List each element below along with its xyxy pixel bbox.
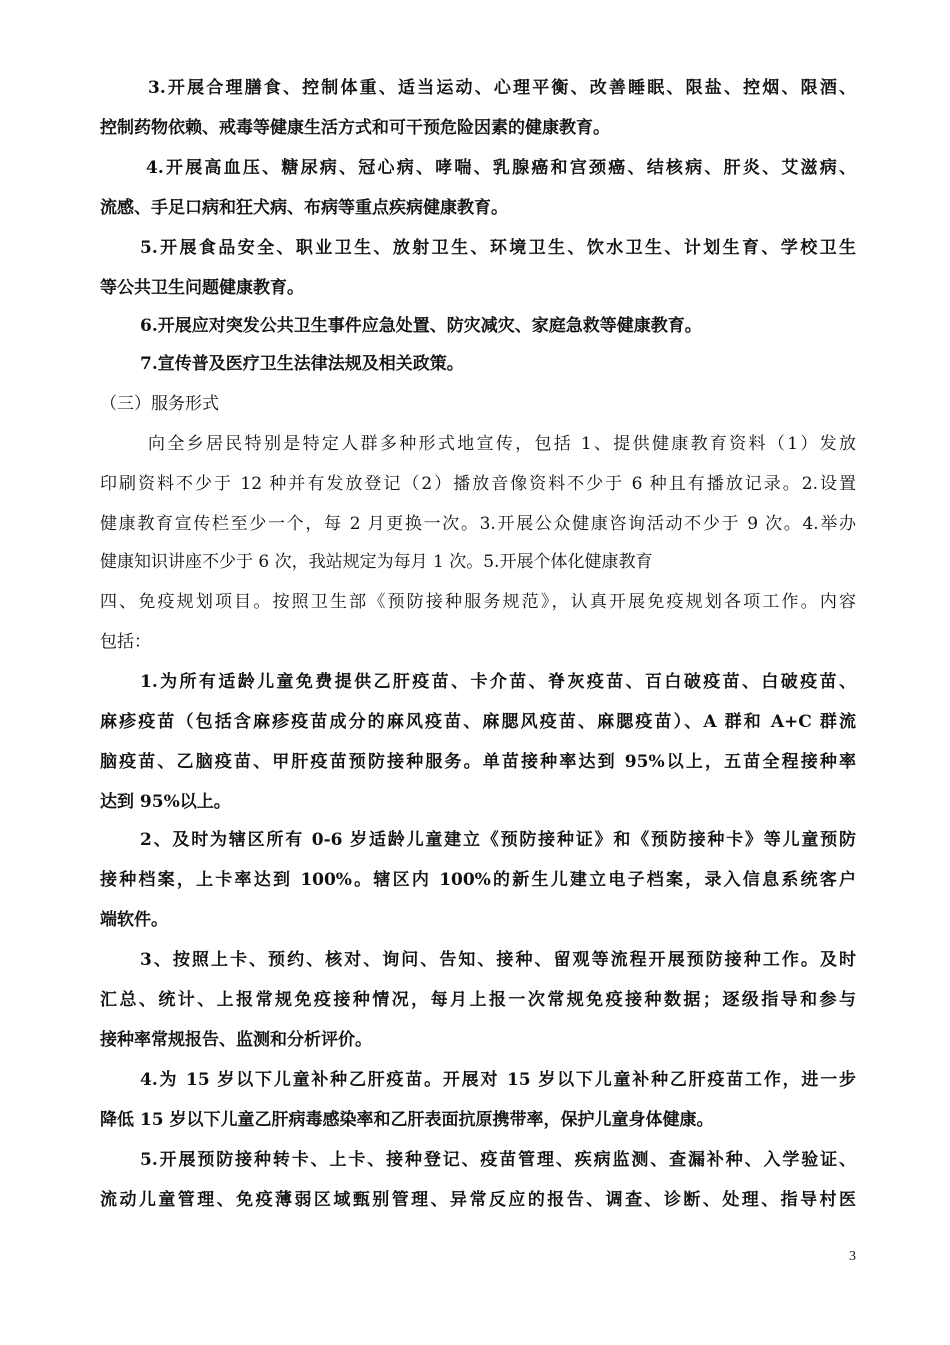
paragraph-line: 达到 95%以上。 <box>100 792 231 812</box>
paragraph-line: 脑疫苗、乙脑疫苗、甲肝疫苗预防接种服务。单苗接种率达到 95%以上，五苗全程接种率 <box>100 752 856 772</box>
paragraph-line: 包括： <box>100 632 151 652</box>
page-number: 3 <box>849 1249 856 1264</box>
paragraph-line: 1.为所有适龄儿童免费提供乙肝疫苗、卡介苗、脊灰疫苗、百白破疫苗、白破疫苗、 <box>140 672 856 692</box>
paragraph-line: 流感、手足口病和狂犬病、布病等重点疾病健康教育。 <box>100 198 508 218</box>
paragraph-line: 4.为 15 岁以下儿童补种乙肝疫苗。开展对 15 岁以下儿童补种乙肝疫苗工作，进一步 <box>140 1070 856 1090</box>
paragraph-line: 端软件。 <box>100 910 168 930</box>
paragraph-line: 汇总、统计、上报常规免疫接种情况，每月上报一次常规免疫接种数据；逐级指导和参与 <box>100 990 856 1010</box>
paragraph-line: 接种档案，上卡率达到 100%。辖区内 100%的新生儿建立电子档案，录入信息系统客户 <box>100 870 856 890</box>
paragraph-line: 麻疹疫苗（包括含麻疹疫苗成分的麻风疫苗、麻腮风疫苗、麻腮疫苗）、A 群和 A+C 群流 <box>100 712 856 732</box>
paragraph-line: 3、按照上卡、预约、核对、询问、告知、接种、留观等流程开展预防接种工作。及时 <box>140 950 856 970</box>
paragraph-line: 控制药物依赖、戒毒等健康生活方式和可干预危险因素的健康教育。 <box>100 118 610 138</box>
paragraph-line: 健康知识讲座不少于 6 次，我站规定为每月 1 次。5.开展个体化健康教育 <box>100 552 653 572</box>
paragraph-line: 向全乡居民特别是特定人群多种形式地宣传，包括 1、提供健康教育资料（1）发放 <box>148 434 856 454</box>
paragraph-line: 5.开展食品安全、职业卫生、放射卫生、环境卫生、饮水卫生、计划生育、学校卫生 <box>140 238 856 258</box>
paragraph-line: 7.宣传普及医疗卫生法律法规及相关政策。 <box>140 354 464 374</box>
paragraph-line: 3.开展合理膳食、控制体重、适当运动、心理平衡、改善睡眠、限盐、控烟、限酒、 <box>148 78 856 98</box>
paragraph-line: 4.开展高血压、糖尿病、冠心病、哮喘、乳腺癌和宫颈癌、结核病、肝炎、艾滋病、 <box>146 158 856 178</box>
paragraph-line: 接种率常规报告、监测和分析评价。 <box>100 1030 372 1050</box>
paragraph-line: 2、及时为辖区所有 0-6 岁适龄儿童建立《预防接种证》和《预防接种卡》等儿童预防 <box>140 830 856 850</box>
paragraph-line: 等公共卫生问题健康教育。 <box>100 278 304 298</box>
paragraph-line: 5.开展预防接种转卡、上卡、接种登记、疫苗管理、疾病监测、查漏补种、入学验证、 <box>140 1150 856 1170</box>
paragraph-line: 流动儿童管理、免疫薄弱区域甄别管理、异常反应的报告、调查、诊断、处理、指导村医 <box>100 1190 856 1210</box>
paragraph-line: 印刷资料不少于 12 种并有发放登记（2）播放音像资料不少于 6 种且有播放记录。2.设置 <box>100 474 856 494</box>
paragraph-line: （三）服务形式 <box>100 394 219 414</box>
paragraph-line: 四、免疫规划项目。按照卫生部《预防接种服务规范》，认真开展免疫规划各项工作。内容 <box>100 592 856 612</box>
paragraph-line: 降低 15 岁以下儿童乙肝病毒感染率和乙肝表面抗原携带率，保护儿童身体健康。 <box>100 1110 714 1130</box>
paragraph-line: 健康教育宣传栏至少一个，每 2 月更换一次。3.开展公众健康咨询活动不少于 9 次。4.举办 <box>100 514 856 534</box>
paragraph-line: 6.开展应对突发公共卫生事件应急处置、防灾减灾、家庭急救等健康教育。 <box>140 316 702 336</box>
